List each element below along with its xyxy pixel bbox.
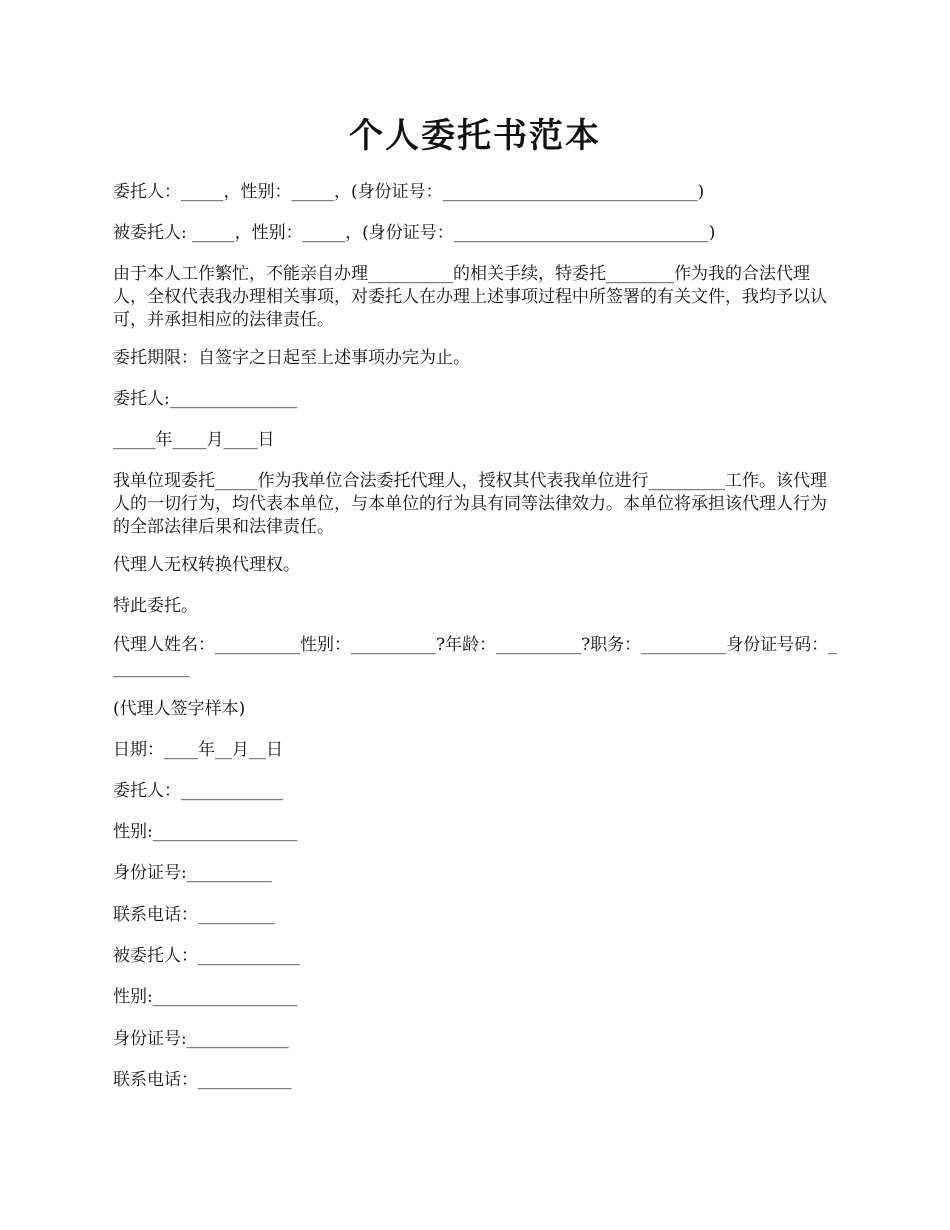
- paragraph-term: 委托期限：自签字之日起至上述事项办完为止。: [113, 348, 470, 368]
- field-agent-phone: 联系电话：___________: [113, 1070, 292, 1090]
- paragraph-signature-sample: (代理人签字样本): [113, 699, 246, 719]
- paragraph-authorization-statement: 由于本人工作繁忙，不能亲自办理__________的相关手续，特委托________作为我的合法代理人，全权代表我办理相关事项，对委托人在办理上述事项过程中所签署的有关文件，我均予以认可，并承担相应的法律责任。: [113, 264, 827, 330]
- paragraph-hereby: 特此委托。: [113, 596, 198, 616]
- paragraph-date: 日期：____年__月__日: [113, 740, 283, 760]
- paragraph-agent-info: 被委托人: _____，性别：_____，(身份证号：______________________________): [113, 223, 716, 243]
- field-principal-gender: 性别:_________________: [113, 822, 298, 842]
- paragraph-no-transfer: 代理人无权转换代理权。: [113, 555, 300, 575]
- paragraph-principal-info: 委托人：_____，性别：_____，(身份证号：______________________________): [113, 182, 705, 202]
- field-principal: 委托人：____________: [113, 781, 283, 801]
- field-agent-gender: 性别:_________________: [113, 987, 298, 1007]
- paragraph-principal-signature: 委托人:_______________: [113, 389, 298, 409]
- paragraph-unit-authorization: 我单位现委托_____作为我单位合法委托代理人，授权其代表我单位进行_________工作。该代理人的一切行为，均代表本单位，与本单位的行为具有同等法律效力。本单位将承担该代理人行为的全部法律后果和法律责任。: [113, 471, 827, 537]
- field-agent-id: 身份证号:____________: [113, 1029, 289, 1049]
- field-agent: 被委托人：____________: [113, 946, 300, 966]
- field-principal-id: 身份证号:__________: [113, 863, 272, 883]
- paragraph-date-line: _____年____月____日: [113, 430, 275, 450]
- paragraph-agent-details: 代理人姓名：__________性别：__________?年龄：__________?职务：__________身份证号码：__________: [113, 635, 837, 678]
- field-principal-phone: 联系电话：_________: [113, 905, 275, 925]
- page-title: 个人委托书范本: [349, 116, 601, 156]
